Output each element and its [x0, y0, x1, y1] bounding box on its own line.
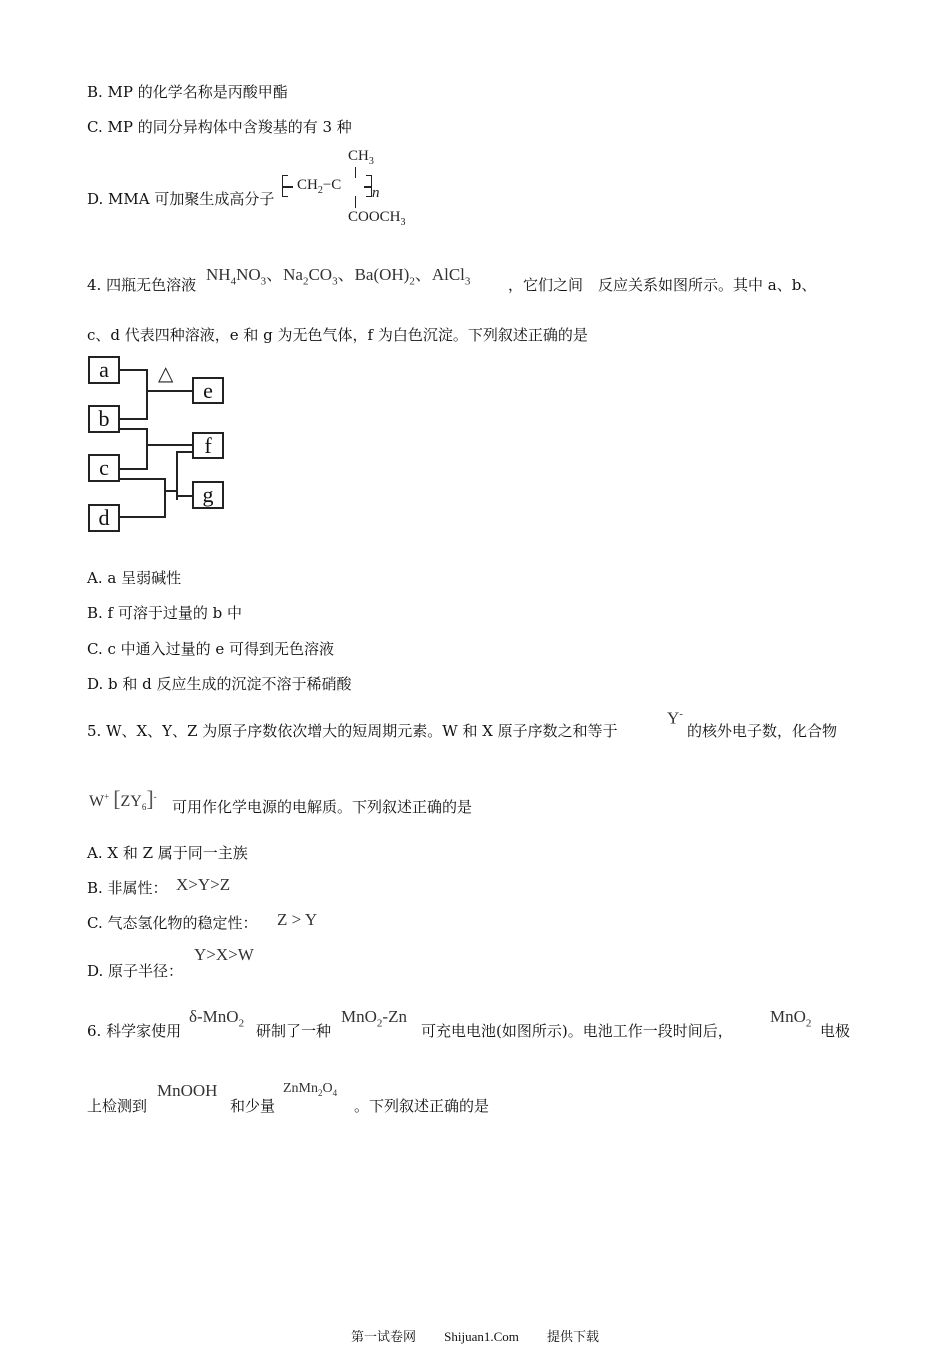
polymer-top-sub: 3: [368, 156, 374, 167]
wire-b: [120, 418, 147, 420]
page-footer: [0, 1326, 950, 1345]
wire-ab-vertical: [146, 369, 148, 420]
compound-nh4no3: NH: [206, 265, 231, 284]
q5-option-a: A. X 和 Z 属于同一主族: [87, 844, 248, 862]
sub: 3: [260, 275, 267, 288]
formula-part: O: [322, 1081, 333, 1096]
q6-text-2: 可充电电池(如图所示)。电池工作一段时间后，: [421, 1022, 733, 1040]
q6-line2-start: 上检测到: [87, 1097, 148, 1115]
polymer-bond-top: [355, 167, 356, 178]
q5-intro: 5. W、X、Y、Z 为原子序数依次增大的短周期元素。W 和 X 原子序数之和等于: [87, 722, 618, 740]
wire-to-g: [176, 495, 192, 497]
heat-triangle-icon: △: [158, 361, 174, 385]
bracket-right: ]: [146, 786, 154, 811]
sup: -: [153, 791, 157, 802]
polymer-repeat-n: n: [372, 185, 380, 201]
q4-intro-after: ，它们之间 反应关系如图所示。其中 a、b、: [508, 276, 817, 294]
sub: 2: [302, 275, 309, 288]
wire-cd-vertical: [164, 478, 166, 518]
sub: 2: [376, 1017, 383, 1030]
polymer-bottom-group: COOCH: [348, 209, 401, 225]
q5-option-c: [87, 913, 257, 933]
q5-option-d-formula: Y>X>W: [194, 945, 254, 964]
wire-d: [120, 516, 165, 518]
q6-formula-delta-mno2: [189, 1007, 244, 1029]
polymer-chain-ch2: CH: [297, 177, 318, 193]
q4-option-c: C. c 中通入过量的 e 可得到无色溶液: [87, 640, 335, 658]
q5-option-d-label: D. 原子半径：: [87, 962, 184, 980]
sub: 4: [332, 1087, 338, 1098]
q4-line2: c、d 代表四种溶液，e 和 g 为无色气体，f 为白色沉淀。下列叙述正确的是: [87, 326, 588, 344]
q5-compound: [89, 786, 157, 812]
q3-option-c: C. MP 的同分异构体中含羧基的有 3 种: [87, 118, 352, 136]
wire-to-f-2: [176, 451, 192, 453]
bracket-left: [: [113, 786, 121, 811]
wire-b-lower: [120, 428, 147, 430]
q6-text-1: 研制了一种: [256, 1022, 332, 1040]
q5-intro-after: 的核外电子数，化合物: [687, 722, 838, 740]
formula-part: MnO: [770, 1007, 806, 1026]
q5-option-b: [87, 878, 168, 898]
diagram-box-f: f: [192, 432, 224, 459]
wire-c: [120, 468, 147, 470]
formula-part: δ-MnO: [189, 1007, 239, 1026]
q5-ion: [667, 708, 683, 729]
wire-fg-vertical: [176, 451, 178, 500]
sub: 2: [409, 275, 415, 288]
wire-c-lower: [120, 478, 165, 480]
q6-intro: 6. 科学家使用: [87, 1022, 182, 1040]
compound-w: W: [89, 793, 105, 810]
sub: 6: [141, 802, 147, 813]
footer-site-name: 第一试卷网: [350, 1330, 416, 1345]
compound-baoh2: Ba(OH): [354, 265, 410, 284]
sub: 4: [230, 275, 237, 288]
q3-option-d: D. MMA 可加聚生成高分子: [87, 190, 275, 208]
sub: 3: [332, 275, 338, 288]
polymer-top-group: CH: [348, 148, 369, 164]
polymer-formula: [282, 146, 432, 232]
q5-option-c-label: C. 气态氢化物的稳定性：: [87, 914, 258, 932]
q4-option-d: D. b 和 d 反应生成的沉淀不溶于稀硝酸: [87, 675, 352, 693]
diagram-box-e: e: [192, 377, 224, 404]
q4-intro: 4. 四瓶无色溶液: [87, 276, 197, 294]
q6-text-3: 电极: [820, 1022, 851, 1040]
diagram-box-g: g: [192, 481, 224, 509]
q4-option-b: B. f 可溶于过量的 b 中: [87, 604, 243, 622]
q4-option-a: A. a 呈弱碱性: [87, 569, 182, 587]
compound-alcl3: AlCl: [431, 265, 465, 284]
q5-line2: 可用作化学电源的电解质。下列叙述正确的是: [172, 798, 473, 816]
q6-formula-znmn2o4: [283, 1081, 337, 1098]
separator: 、: [414, 265, 432, 284]
compound-part: NO: [236, 265, 261, 284]
sup: +: [104, 791, 110, 802]
sub: 3: [464, 275, 471, 288]
formula-part: ZnMn: [283, 1081, 318, 1096]
q4-intro-line: [87, 275, 196, 295]
formula-part: -Zn: [382, 1007, 407, 1026]
q5-option-b-formula: X>Y>Z: [176, 875, 231, 894]
sub: 2: [805, 1017, 812, 1030]
q6-formula-mno2-zn: [341, 1007, 407, 1029]
sub: 2: [238, 1017, 245, 1030]
footer-provide: 提供下载: [547, 1330, 600, 1345]
polymer-bond-bottom: [355, 196, 356, 208]
wire-a: [120, 369, 147, 371]
compound-zy6: ZY: [120, 793, 142, 810]
q6-formula-mno2: [770, 1007, 811, 1029]
reaction-diagram: [88, 356, 228, 534]
q5-option-d: [87, 961, 183, 981]
q6-text-5: 。下列叙述正确的是: [354, 1097, 490, 1115]
formula-part: MnO: [341, 1007, 377, 1026]
q6-text-4: 和少量: [230, 1097, 276, 1115]
separator: 、: [266, 265, 284, 284]
compound-part: CO: [308, 265, 333, 284]
polymer-bond-left: [282, 186, 293, 188]
q5-option-c-formula: Z > Y: [277, 910, 318, 929]
diagram-box-a: a: [88, 356, 120, 384]
wire-to-e: [146, 390, 192, 392]
q4-compound-list: [206, 260, 470, 287]
q6-formula-mnooh: MnOOH: [157, 1081, 218, 1100]
polymer-chain-sub: 2: [317, 185, 323, 196]
ion-charge: -: [679, 708, 683, 720]
compound-na2co3: Na: [283, 265, 303, 284]
wire-bc-vertical: [146, 428, 148, 470]
diagram-box-d: d: [88, 504, 120, 532]
sub: 2: [318, 1087, 323, 1098]
q3-option-b: B. MP 的化学名称是丙酸甲酯: [87, 83, 288, 101]
wire-to-f: [146, 444, 192, 446]
diagram-box-b: b: [88, 405, 120, 433]
polymer-bottom-sub: 3: [400, 217, 406, 228]
polymer-chain-c: −C: [322, 177, 342, 193]
diagram-box-c: c: [88, 454, 120, 482]
footer-domain: Shijuan1.Com: [444, 1329, 519, 1344]
q5-option-b-label: B. 非属性：: [87, 879, 168, 897]
ion-y: Y: [667, 708, 680, 728]
separator: 、: [337, 265, 355, 284]
